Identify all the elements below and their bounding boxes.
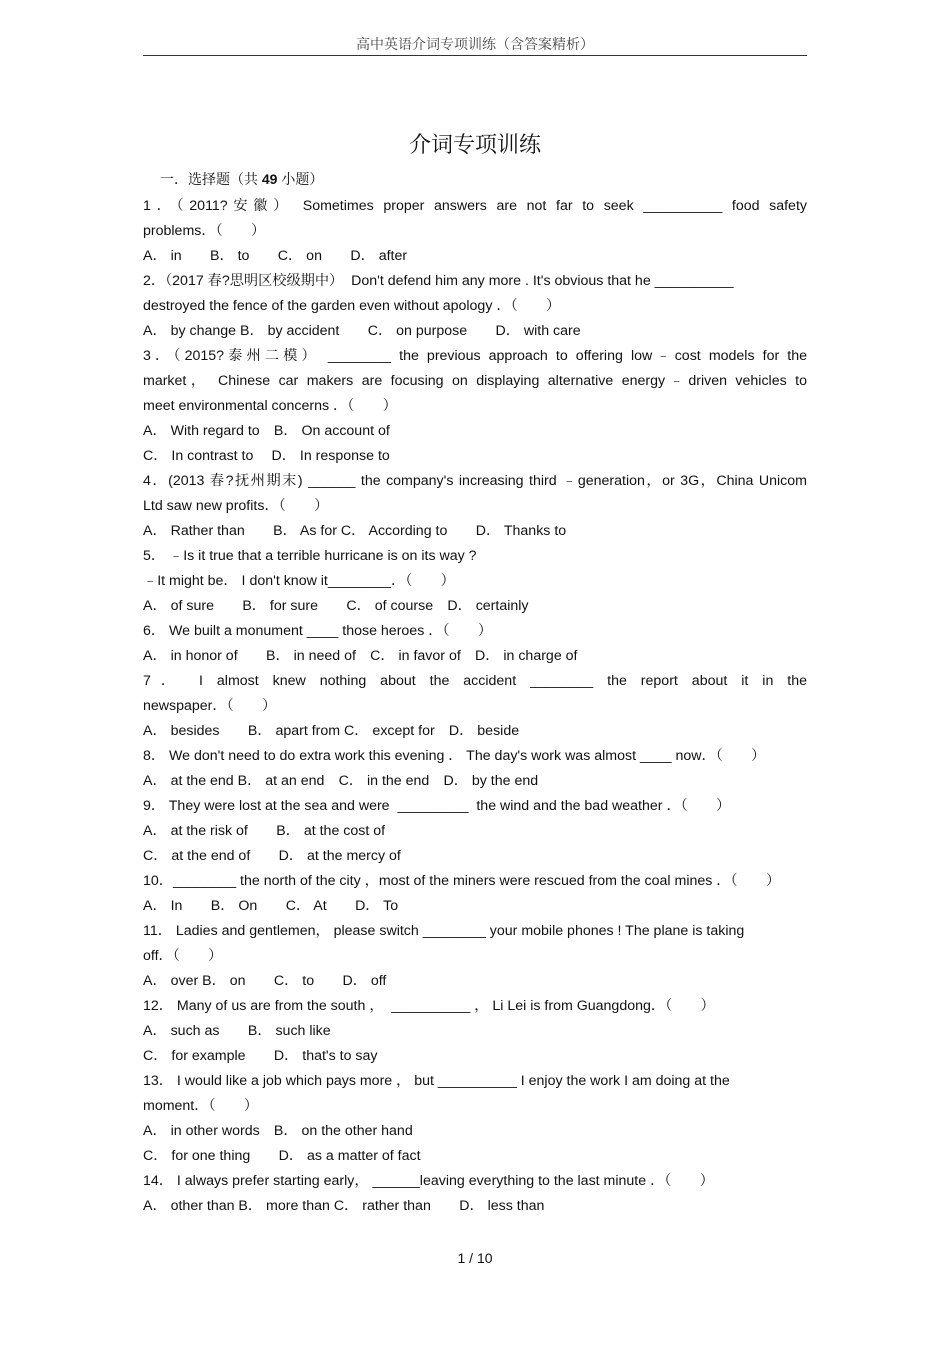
question-line: 14． I always prefer starting early， ______leaving everything to the last minute ．（ ）: [143, 1173, 714, 1189]
question-list: [143, 194, 807, 1219]
section-heading: [160, 169, 323, 189]
question-line: 4．(2013 春?抚州期末) ______ the company's increasing third ﹣generation，or 3G，China Unicom: [143, 473, 807, 489]
question-line: destroyed the fence of the garden even without apology ．（ ）: [143, 298, 561, 314]
header-rule: [143, 55, 807, 56]
question-line: 9． They were lost at the sea and were _________ the wind and the bad weather ．（ ）: [143, 798, 731, 814]
question-line: Ltd saw new profits．（ ）: [143, 498, 329, 514]
question-line: A． With regard to B． On account of: [143, 423, 390, 439]
question-line: 8． We don't need to do extra work this evening ． The day's work was almost ____ now．（ ）: [143, 748, 766, 764]
question-line: 11． Ladies and gentlemen， please switch ________ your mobile phones ! The plane is taking: [143, 923, 745, 939]
question-line: 7． I almost knew nothing about the accident ________ the report about it in the: [143, 673, 807, 689]
question-line: A． other than B． more than C． rather than D． less than: [143, 1198, 545, 1214]
question-line: 3．（2015?泰州二模） ________ the previous approach to offering low﹣cost models for the: [143, 348, 807, 364]
question-line: A． of sure B． for sure C． of course D． certainly: [143, 598, 529, 614]
page-title: 介词专项训练: [408, 133, 541, 158]
question-line: 13． I would like a job which pays more ， but __________ I enjoy the work I am doing at the: [143, 1073, 730, 1089]
question-line: C． In contrast to D． In response to: [143, 448, 390, 464]
question-line: C． for example D． that's to say: [143, 1048, 378, 1064]
question-line: A． such as B． such like: [143, 1023, 331, 1039]
question-line: A． Rather than B． As for C． According to D． Thanks to: [143, 523, 567, 539]
question-line: 5． ﹣Is it true that a terrible hurricane is on its way ?: [143, 548, 477, 564]
question-count: 49: [261, 171, 278, 187]
question-line: off．（ ）: [143, 948, 223, 964]
question-line: 2．（2017 春?思明区校级期中） Don't defend him any more . It's obvious that he __________: [143, 273, 734, 289]
question-line: A． by change B． by accident C． on purpose D． with care: [143, 323, 581, 339]
section-prefix: 一．选择题（共: [160, 171, 258, 187]
question-line: market， Chinese car makers are focusing on displaying alternative energy﹣driven vehicles to: [143, 373, 807, 389]
section-suffix: 小题）: [281, 171, 324, 187]
question-line: A． in B． to C． on D． after: [143, 248, 408, 264]
question-line: C． at the end of D． at the mercy of: [143, 848, 401, 864]
question-line: A． at the end B． at an end C． in the end D． by the end: [143, 773, 539, 789]
question-line: A． In B． On C． At D． To: [143, 898, 399, 914]
question-line: meet environmental concerns ．（ ）: [143, 398, 397, 414]
question-line: 10．________ the north of the city ，most of the miners were rescued from the coal mines ．（ ）: [143, 873, 781, 889]
question-line: A． besides B． apart from C． except for D． beside: [143, 723, 520, 739]
question-line: A． over B． on C． to D． off: [143, 973, 387, 989]
question-line: ﹣It might be． I don't know it________．（ ）: [143, 573, 455, 589]
question-line: 12． Many of us are from the south ， __________ ， Li Lei is from Guangdong．（ ）: [143, 998, 715, 1014]
question-line: 1．（2011?安徽） Sometimes proper answers are not far to seek __________ food safety: [143, 198, 807, 214]
question-line: A． in honor of B． in need of C． in favor of D． in charge of: [143, 648, 578, 664]
question-line: 6． We built a monument ____ those heroes ．（ ）: [143, 623, 493, 639]
question-line: moment．（ ）: [143, 1098, 259, 1114]
question-line: problems．（ ）: [143, 223, 266, 239]
running-header: 高中英语介词专项训练（含答案精析）: [356, 37, 594, 53]
question-line: C． for one thing D． as a matter of fact: [143, 1148, 421, 1164]
question-line: newspaper．（ ）: [143, 698, 277, 714]
page-number: 1 / 10: [457, 1250, 493, 1266]
question-line: A． at the risk of B． at the cost of: [143, 823, 386, 839]
question-line: A． in other words B． on the other hand: [143, 1123, 413, 1139]
